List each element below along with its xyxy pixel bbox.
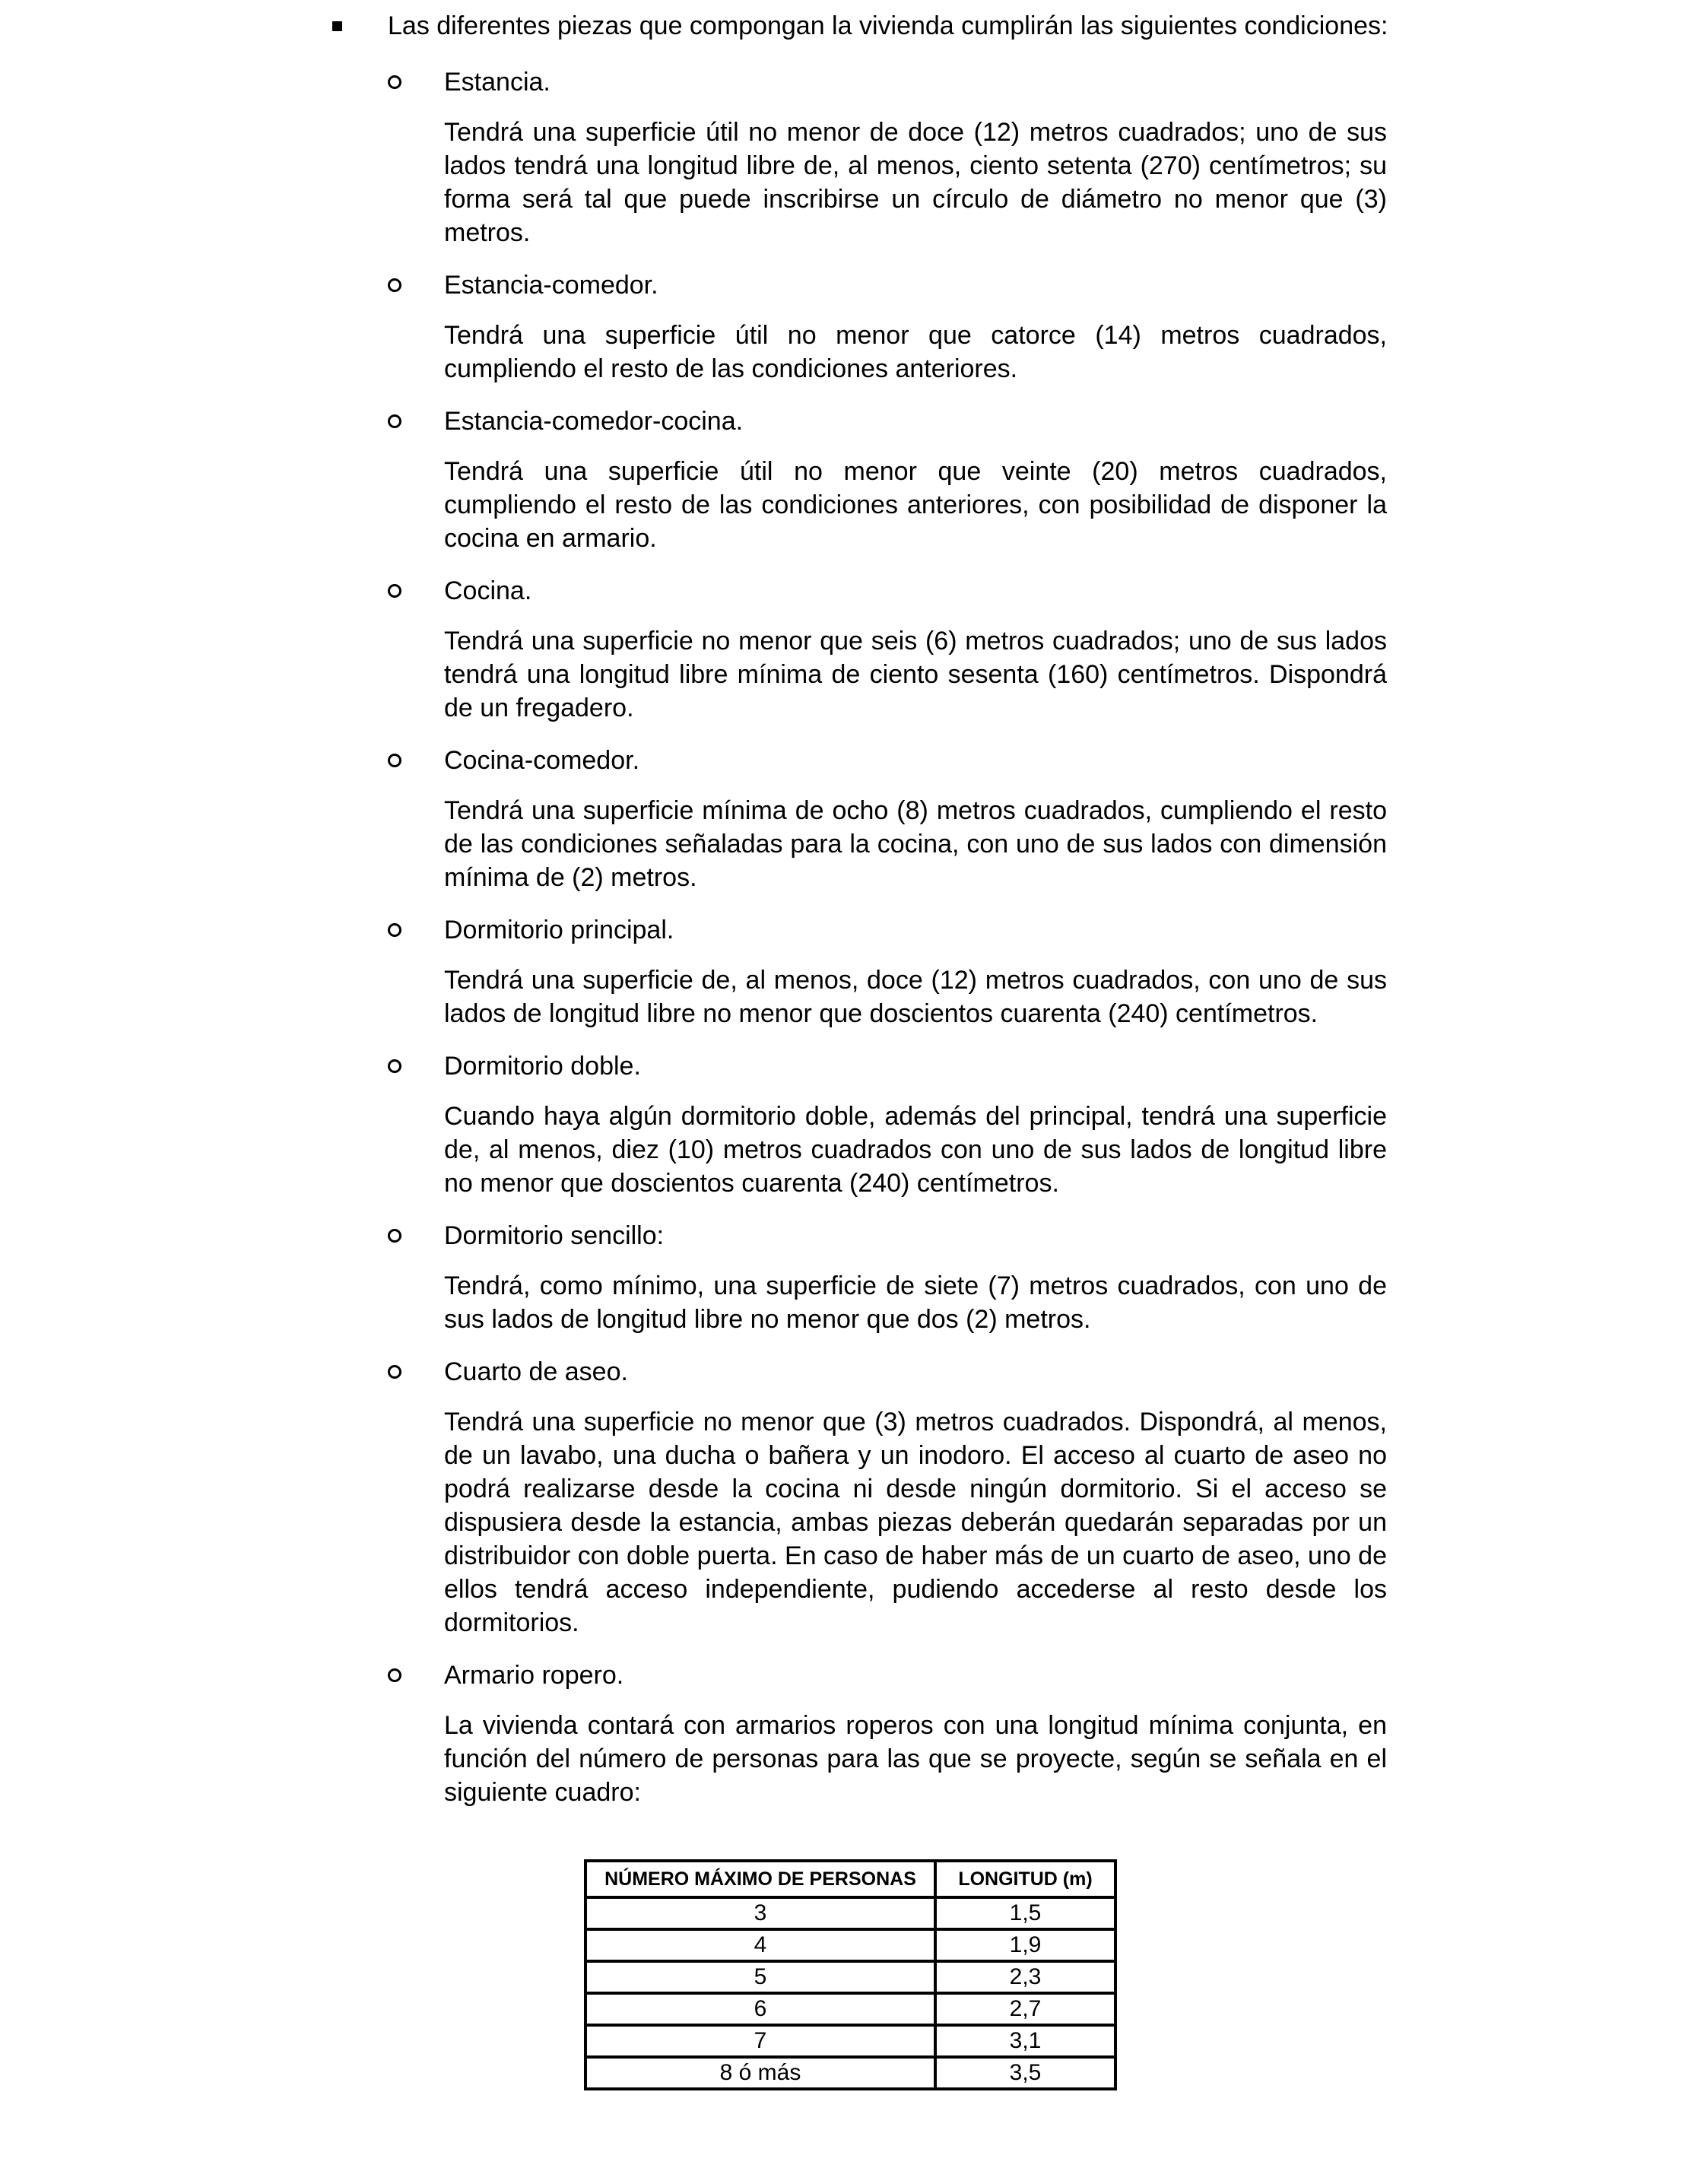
table-cell-persons: 7 <box>585 2025 935 2057</box>
section-paragraph: Tendrá una superficie útil no menor de doce (12) metros cuadrados; uno de sus lados tendrá una longitud libre de, al menos, ciento setenta (270) centímetros; su forma será tal que puede inscribirse un círculo de diámetro no menor que (3) metros. <box>444 118 1387 247</box>
table-cell-persons: 8 ó más <box>585 2057 935 2089</box>
table-row <box>585 1897 1115 1929</box>
table-header-row <box>585 1861 1115 1897</box>
circle-bullet-icon <box>388 414 401 428</box>
table-cell-persons: 3 <box>585 1897 935 1929</box>
section-list-item <box>0 1355 1688 1389</box>
section-paragraph: Tendrá una superficie de, al menos, doce (12) metros cuadrados, con uno de sus lados de longitud libre no menor que doscientos cuarenta (240) centímetros. <box>444 966 1387 1028</box>
section-paragraph: La vivienda contará con armarios roperos con una longitud mínima conjunta, en función del número de personas para las que se proyecte, según se señala en el siguiente cuadro: <box>444 1711 1387 1807</box>
square-bullet-icon <box>332 21 342 31</box>
section-paragraph: Tendrá una superficie útil no menor que veinte (20) metros cuadrados, cumpliendo el resto de las condiciones anteriores, con posibilidad de disponer la cocina en armario. <box>444 457 1387 553</box>
circle-bullet-icon <box>388 1059 401 1073</box>
section-paragraph: Tendrá una superficie útil no menor que catorce (14) metros cuadrados, cumpliendo el resto de las condiciones anteriores. <box>444 321 1387 383</box>
table-body <box>585 1897 1115 2089</box>
section-list-item <box>0 574 1688 608</box>
circle-bullet-icon <box>388 584 401 598</box>
roperos-table <box>584 1859 1117 2090</box>
section-list-item <box>0 268 1688 302</box>
table-row <box>585 1993 1115 2025</box>
section-paragraph: Tendrá una superficie mínima de ocho (8) metros cuadrados, cumpliendo el resto de las condiciones señaladas para la cocina, con uno de sus lados con dimensión mínima de (2) metros. <box>444 796 1387 892</box>
circle-bullet-icon <box>388 1365 401 1379</box>
section-paragraph: Tendrá, como mínimo, una superficie de siete (7) metros cuadrados, con uno de sus lados de longitud libre no menor que dos (2) metros. <box>444 1271 1387 1334</box>
circle-bullet-icon <box>388 1668 401 1682</box>
section-list-item <box>0 65 1688 99</box>
section-title: Dormitorio principal. <box>444 916 674 944</box>
table-row <box>585 1929 1115 1961</box>
circle-bullet-icon <box>388 754 401 767</box>
section-title: Dormitorio doble. <box>444 1052 641 1081</box>
section-title: Armario ropero. <box>444 1661 624 1690</box>
table-cell-persons: 6 <box>585 1993 935 2025</box>
section-list-item <box>0 405 1688 438</box>
section-list-item <box>0 1219 1688 1252</box>
intro-list-item <box>0 9 1688 43</box>
circle-bullet-icon <box>388 1229 401 1243</box>
table-header-persons: NÚMERO MÁXIMO DE PERSONAS <box>585 1861 935 1897</box>
section-paragraph: Tendrá una superficie no menor que seis (6) metros cuadrados; uno de sus lados tendrá una longitud libre mínima de ciento sesenta (160) centímetros. Dispondrá de un fregadero. <box>444 627 1387 722</box>
table-row <box>585 1961 1115 1993</box>
section-title: Cocina-comedor. <box>444 746 640 775</box>
section-title: Estancia. <box>444 68 551 97</box>
table-header-longitud: LONGITUD (m) <box>935 1861 1115 1897</box>
section-list-item <box>0 744 1688 777</box>
section-paragraph: Cuando haya algún dormitorio doble, además del principal, tendrá una superficie de, al menos, diez (10) metros cuadrados con uno de sus lados de longitud libre no menor que doscientos cuarenta (240) centímetros. <box>444 1102 1387 1198</box>
section-title: Dormitorio sencillo: <box>444 1221 665 1250</box>
section-paragraph: Tendrá una superficie no menor que (3) metros cuadrados. Dispondrá, al menos, de un lavabo, una ducha o bañera y un inodoro. El acceso al cuarto de aseo no podrá realizarse desde la cocina ni desde ningún dormitorio. Si el acceso se dispusiera desde la estancia, ambas piezas deberán quedarán separadas por un distribuidor con doble puerta. En caso de haber más de un cuarto de aseo, uno de ellos tendrá acceso independiente, pudiendo accederse al resto desde los dormitorios. <box>444 1408 1387 1637</box>
table-cell-persons: 5 <box>585 1961 935 1993</box>
table-cell-longitud: 1,5 <box>935 1897 1115 1929</box>
section-list-item <box>0 1659 1688 1692</box>
intro-text: Las diferentes piezas que compongan la vivienda cumplirán las siguientes condiciones: <box>388 11 1388 40</box>
section-list-item <box>0 913 1688 947</box>
circle-bullet-icon <box>388 923 401 937</box>
table-row <box>585 2025 1115 2057</box>
table-row <box>585 2057 1115 2089</box>
sections <box>0 65 1688 1809</box>
section-title: Cuarto de aseo. <box>444 1357 628 1386</box>
section-title: Estancia-comedor. <box>444 271 658 300</box>
table-cell-longitud: 3,5 <box>935 2057 1115 2089</box>
section-list-item <box>0 1049 1688 1083</box>
section-title: Estancia-comedor-cocina. <box>444 407 744 436</box>
table-cell-longitud: 3,1 <box>935 2025 1115 2057</box>
section-title: Cocina. <box>444 576 532 605</box>
table-cell-longitud: 2,3 <box>935 1961 1115 1993</box>
circle-bullet-icon <box>388 75 401 89</box>
circle-bullet-icon <box>388 278 401 292</box>
table-cell-persons: 4 <box>585 1929 935 1961</box>
table-cell-longitud: 2,7 <box>935 1993 1115 2025</box>
table-cell-longitud: 1,9 <box>935 1929 1115 1961</box>
